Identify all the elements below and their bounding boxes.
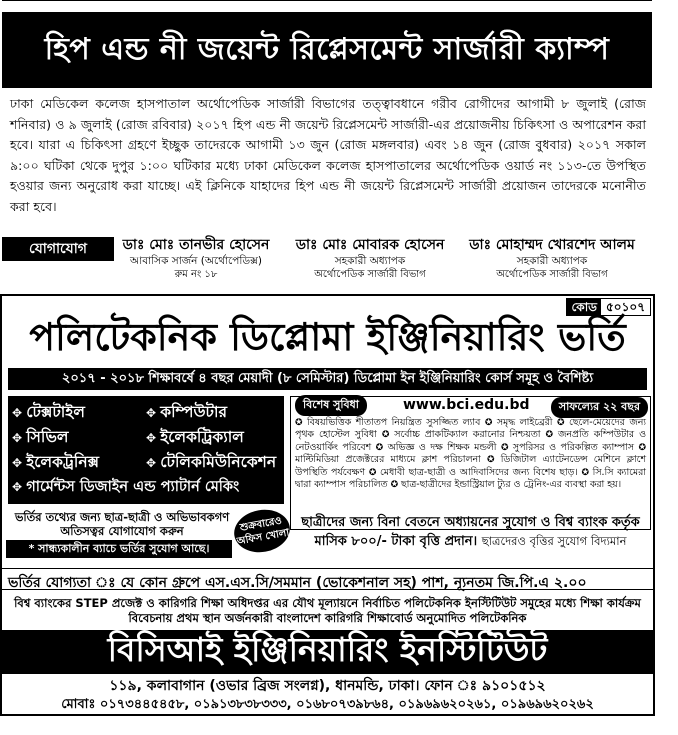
facility-item: ✪ ছেলে-মেয়েদের জন্য পৃথক হোস্টেল সুবিধা	[295, 417, 646, 440]
institute-name: বিসিআই ইঞ্জিনিয়ারিং ইনস্টিটিউট	[2, 630, 653, 674]
course-item: ✥ টেলিকমিউনিকেশন	[146, 450, 280, 475]
doctor-2	[280, 236, 460, 282]
course-item: ✥ কম্পিউটার	[146, 400, 280, 425]
surgery-camp-banner	[2, 12, 652, 88]
admission-title: পলিটেকনিক ডিপ্লোমা ইঞ্জিনিয়ারিং ভর্তি	[29, 315, 626, 359]
doctor-name: ডাঃ মোহাম্মদ খোরশেদ আলম	[469, 237, 635, 253]
course-item: ✥ টেক্সটাইল	[12, 400, 146, 425]
facility-item: ✪ সমৃদ্ধ লাইব্রেরী	[485, 417, 553, 428]
scholarship-box	[290, 512, 651, 564]
code-label: কোড	[567, 299, 601, 315]
eligibility-line: ভর্তির যোগ্যতা ঃ যে কোন গ্রুপে এস.এস.সি/সমমান (ভোকেশনাল সহ) পাশ, ন্যূনতম জি.পি.এ ২.০০	[2, 568, 653, 590]
facility-item: ✪ ছাত্র-ছাত্রীদের ইন্ডাস্ট্রিয়াল ট্যুর ও ট্রেনিং-এর ব্যবস্থা করা হয়।	[391, 479, 622, 490]
facility-item: ✪ জনপ্রতি কম্পিউটার ও নেটওয়ার্কিং পরিবেশ	[295, 429, 646, 452]
facility-item: ✪ অভিজ্ঞ ও দক্ষ শিক্ষক মন্ডলী	[376, 442, 497, 453]
surgery-camp-title: হিপ এন্ড নী জয়েন্ট রিপ্লেসমেন্ট সার্জারী ক্যাম্প	[44, 31, 610, 67]
polytechnic-admission-ad	[0, 294, 655, 716]
doctor-department: অর্থোপেডিক সার্জারী বিভাগ	[496, 269, 608, 280]
facility-item: ✪ সুপরিসর ও পরিকল্পিত ক্যাম্পাস	[501, 442, 634, 453]
doctor-3	[454, 236, 650, 282]
doctor-name: ডাঃ মোঃ মোবারক হোসেন	[295, 237, 445, 253]
facilities-box	[290, 396, 651, 530]
course-row	[12, 450, 280, 475]
worldbank-note: বিশ্ব ব্যাংকের STEP প্রজেক্ট ও কারিগরি শিক্ষা অধিদপ্তর এর যৌথ মূল্যায়নে নির্বাচিত পলিটেকনিক ইনস্টিটিউট সমুহের মধ্যে শিক্ষা কার্যক্রম বিবেচনায় প্রথম স্থান অর্জনকারী বাংলাদেশ কারিগরি শিক্ষাবোর্ড অনুমোদিত পলিটেকনিক	[14, 596, 641, 625]
doctor-room: রুম নং ১৮	[174, 269, 218, 280]
admission-info: ভর্তির তথ্যের জন্য ছাত্র-ছাত্রী ও অভিভাবকগণ অতিসত্বর যোগাযোগ করুন	[14, 510, 230, 538]
contact-row	[2, 234, 652, 278]
website-link[interactable]: www.bci.edu.bd	[403, 397, 530, 413]
surgery-camp-body: ঢাকা মেডিকেল কলেজ হাসপাতাল অর্থোপেডিক সার্জারী বিভাগের তত্ত্বাবধানে গরীব রোগীদের আগামী ৮ জুলাই (রোজ শনিবার) ও ৯ জুলাই (রোজ রবিবার) ২০১৭ হিপ এন্ড নী জয়েন্ট রিপ্লেসমেন্ট সার্জারী-এর প্রয়োজনীয় চিকিৎসা ও অপারেশন করা হবে। যারা এ চিকিৎসা গ্রহণে ইচ্ছুক তাদেরকে আগামী ১৩ জুন (রোজ মঙ্গলবার) এবং ১৪ জুন (রোজ বুধবার) ২০১৭ সকাল ৯:০০ ঘটিকা থেকে দুপুর ১:০০ ঘটিকার মধ্যে ঢাকা মেডিকেল কলেজ হাসপাতালের অর্থোপেডিক ওয়ার্ড নং ১১৩-তে উপস্থিত হওয়ার জন্য অনুরোধ করা যাচ্ছে। এই ক্লিনিকে যাহাদের হিপ এন্ড নী জয়েন্ট রিপ্লেসমেন্ট সার্জারী প্রয়োজন তাদেরকে মনোনীত করা হবে।	[10, 96, 646, 214]
course-row	[12, 425, 280, 450]
facility-tag: বিশেষ সুবিধা	[295, 395, 367, 416]
course-list	[8, 396, 284, 504]
code-value: ৫০১০৭	[606, 300, 645, 314]
facility-list	[295, 417, 646, 491]
doctor-role: আবাসিক সার্জন (অর্থোপেডিক্স)	[130, 255, 262, 267]
scholarship-main: ছাত্রীদের জন্য বিনা বেতনে অধ্যায়নের সুযোগ ও বিশ্ব ব্যাংক কর্তৃক মাসিক ৮০০/- টাকা বৃত্তি প্রদান।	[301, 515, 640, 549]
course-item: ✥ সিভিল	[12, 425, 146, 450]
divider	[2, 0, 652, 1]
facility-item: ✪ সর্বোচ্চ প্রাকটিক্যাল করানোর নিশ্চয়তা	[382, 429, 541, 440]
doctor-department: অর্থোপেডিক সার্জারী বিভাগ	[314, 269, 426, 280]
facility-item: ✪ সি.সি ক্যামেরা দ্বারা ক্যাম্পাস পরিচালিত	[295, 467, 646, 490]
surgery-camp-ad	[2, 0, 652, 280]
course-item: ✥ ইলেকট্রনিক্স	[12, 450, 146, 475]
facility-item: ✪ ডিজিটাল এ্যাটেনডেন্স মেশিনে ক্লাশে উপস্থিতি পর্যবেক্ষণ	[295, 454, 646, 477]
evening-batch-note: * সান্ধ্যকালীন ব্যাচে ভর্তির সুযোগ আছে।	[6, 540, 232, 558]
years-badge: সাফল্যের ২২ বছর	[551, 397, 648, 418]
institute-address: ১১৯, কলাবাগান (ওভার ব্রিজ সংলগ্ন), ধানমন্ডি, ঢাকা। ফোন ঃ ৯১০১৫১২	[109, 678, 546, 694]
mobile-numbers: মোবাঃ ০১৭৩৪৪৫৪৫৮, ০১৯১৩৮৩৮৩৩৩, ০১৬৮০৭৩৯৮৬৪, ০১৯৬৯৬২০২৬১, ০১৯৬৯৬২০২৬২	[61, 697, 594, 712]
admission-subtitle: ২০১৭ - ২০১৮ শিক্ষাবর্ষে ৪ বছর মেয়াদী (৮ সেমিস্টার) ডিপ্লোমা ইন ইঞ্জিনিয়ারিং কোর্স সমূহ ও বৈশিষ্ট্য	[8, 368, 647, 390]
course-row	[12, 400, 280, 425]
facility-item: ✪ মাল্টিমিডিয়া প্রজেক্টরের মাধ্যমে ক্লাশ পরিচালনা	[295, 442, 646, 465]
course-item: ✥ ইলেকট্রিক্যাল	[146, 425, 280, 450]
facility-item: ✪ বিষয়ভিত্তিক শীতাতপ নিয়ন্ত্রিত সুসজ্জিত ল্যাব	[295, 417, 480, 428]
doctor-role: সহকারী অধ্যাপক	[334, 255, 406, 267]
doctor-name: ডাঃ মোঃ তানভীর হোসেন	[122, 237, 270, 253]
doctor-1	[118, 236, 274, 282]
course-item: ✥ গার্মেন্টস ডিজাইন এন্ড প্যাটার্ন মেকিং	[12, 475, 280, 499]
doctor-role: সহকারী অধ্যাপক	[516, 255, 588, 267]
contact-label: যোগাযোগ	[2, 237, 114, 261]
facility-item: ✪ মেধাবী ছাত্র-ছাত্রী ও আদিবাসিদের জন্য বিশেষ ছাড়।	[369, 467, 578, 478]
friday-open-badge: শুক্রবারেও অফিস খোলা	[231, 505, 293, 556]
scholarship-sub: ছাত্রদেরও বৃত্তির সুযোগ বিদ্যমান	[481, 534, 627, 548]
